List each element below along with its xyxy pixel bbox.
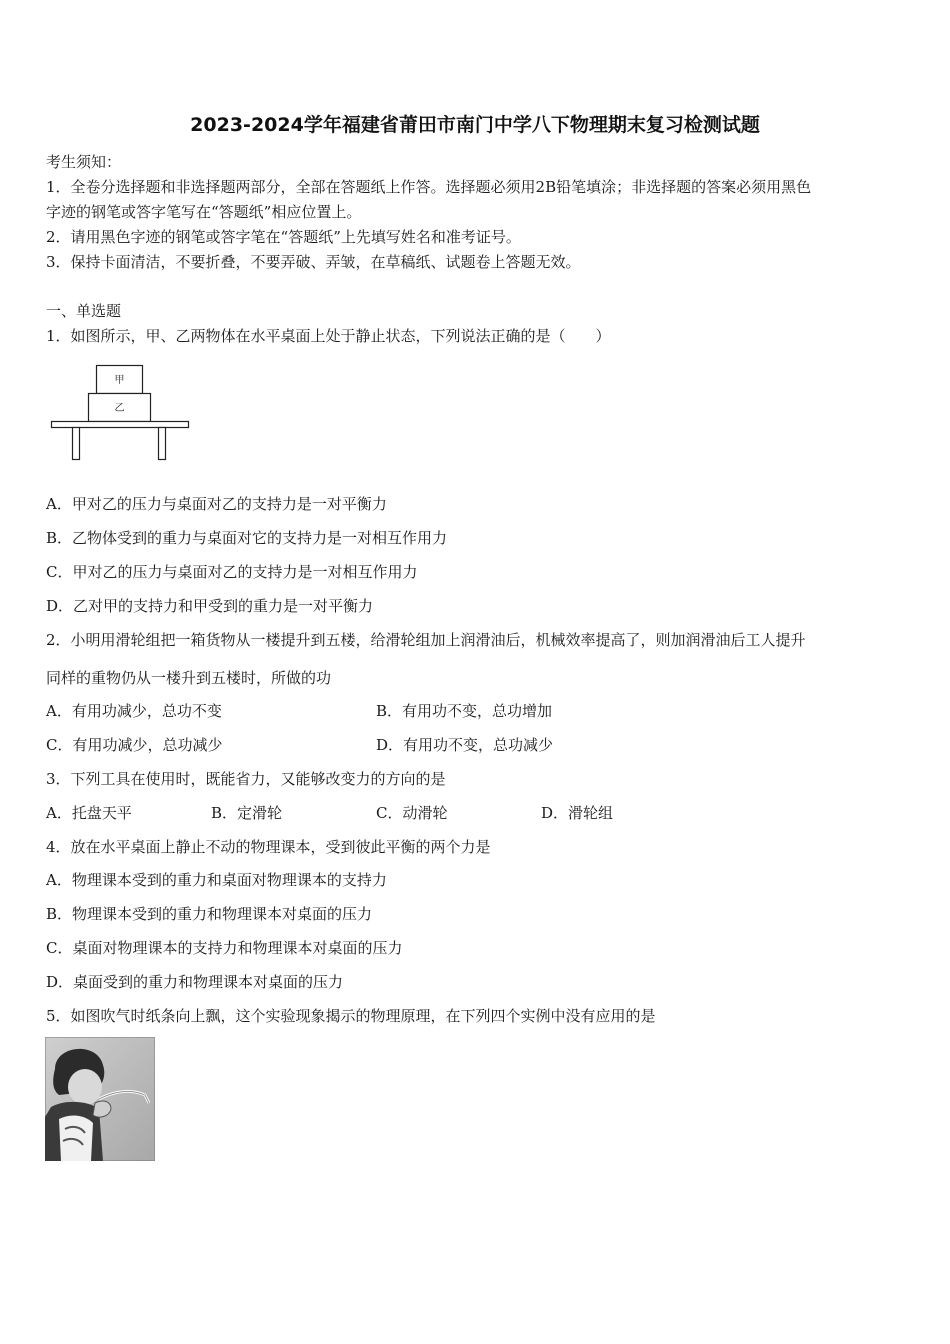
question-4-option-c: C．桌面对物理课本的支持力和物理课本对桌面的压力 <box>46 939 403 957</box>
question-2-stem-line-2: 同样的重物仍从一楼升到五楼时，所做的功 <box>46 669 332 687</box>
table-top <box>52 422 189 428</box>
block-yi-label: 乙 <box>114 403 125 414</box>
question-3-option-a: A．托盘天平 <box>46 804 132 822</box>
question-1-option-a: A．甲对乙的压力与桌面对乙的支持力是一对平衡力 <box>46 495 387 513</box>
question-3-stem: 3．下列工具在使用时，既能省力，又能够改变力的方向的是 <box>46 770 446 788</box>
question-1-stem: 1．如图所示，甲、乙两物体在水平桌面上处于静止状态，下列说法正确的是（ ） <box>46 327 611 345</box>
question-4-stem: 4．放在水平桌面上静止不动的物理课本，受到彼此平衡的两个力是 <box>46 838 491 856</box>
question-2-option-d: D．有用功不变，总功减少 <box>376 736 554 754</box>
question-1-option-d: D．乙对甲的支持力和甲受到的重力是一对平衡力 <box>46 597 374 615</box>
question-3-option-b: B．定滑轮 <box>211 804 283 822</box>
question-2-option-a: A．有用功减少，总功不变 <box>46 702 222 720</box>
question-2-option-c: C．有用功减少，总功减少 <box>46 736 223 754</box>
table-leg-left <box>73 428 80 460</box>
question-5-stem: 5．如图吹气时纸条向上飘，这个实验现象揭示的物理原理，在下列四个实例中没有应用的是 <box>46 1007 656 1025</box>
question-1-figure <box>48 362 193 464</box>
page-title: 2023-2024学年福建省莆田市南门中学八下物理期末复习检测试题 <box>190 114 760 136</box>
section-heading: 一、单选题 <box>46 302 122 320</box>
question-4-option-a: A．物理课本受到的重力和桌面对物理课本的支持力 <box>46 871 387 889</box>
block-jia-label: 甲 <box>114 375 125 386</box>
question-4-option-d: D．桌面受到的重力和物理课本对桌面的压力 <box>46 973 344 991</box>
question-5-photo <box>45 1037 155 1161</box>
question-1-option-b: B．乙物体受到的重力与桌面对它的支持力是一对相互作用力 <box>46 529 448 547</box>
notice-item-1-line-1: 1．全卷分选择题和非选择题两部分，全部在答题纸上作答。选择题必须用2B铅笔填涂；非选择题的答案必须用黑色 <box>46 178 812 196</box>
question-1-option-c: C．甲对乙的压力与桌面对乙的支持力是一对相互作用力 <box>46 563 418 581</box>
question-3-option-c: C．动滑轮 <box>376 804 448 822</box>
question-3-option-d: D．滑轮组 <box>541 804 614 822</box>
notice-item-1-line-2: 字迹的钢笔或答字笔写在“答题纸”相应位置上。 <box>46 203 362 221</box>
face-shape <box>68 1069 102 1105</box>
question-4-option-b: B．物理课本受到的重力和物理课本对桌面的压力 <box>46 905 373 923</box>
question-2-option-b: B．有用功不变，总功增加 <box>376 702 553 720</box>
notice-heading: 考生须知： <box>46 153 122 171</box>
notice-item-2: 2．请用黑色字迹的钢笔或答字笔在“答题纸”上先填写姓名和准考证号。 <box>46 228 521 246</box>
question-2-stem-line-1: 2．小明用滑轮组把一箱货物从一楼提升到五楼，给滑轮组加上润滑油后，机械效率提高了，则加润滑油后工人提升 <box>46 631 806 649</box>
notice-item-3: 3．保持卡面清洁，不要折叠，不要弄破、弄皱，在草稿纸、试题卷上答题无效。 <box>46 253 581 271</box>
table-leg-right <box>159 428 166 460</box>
